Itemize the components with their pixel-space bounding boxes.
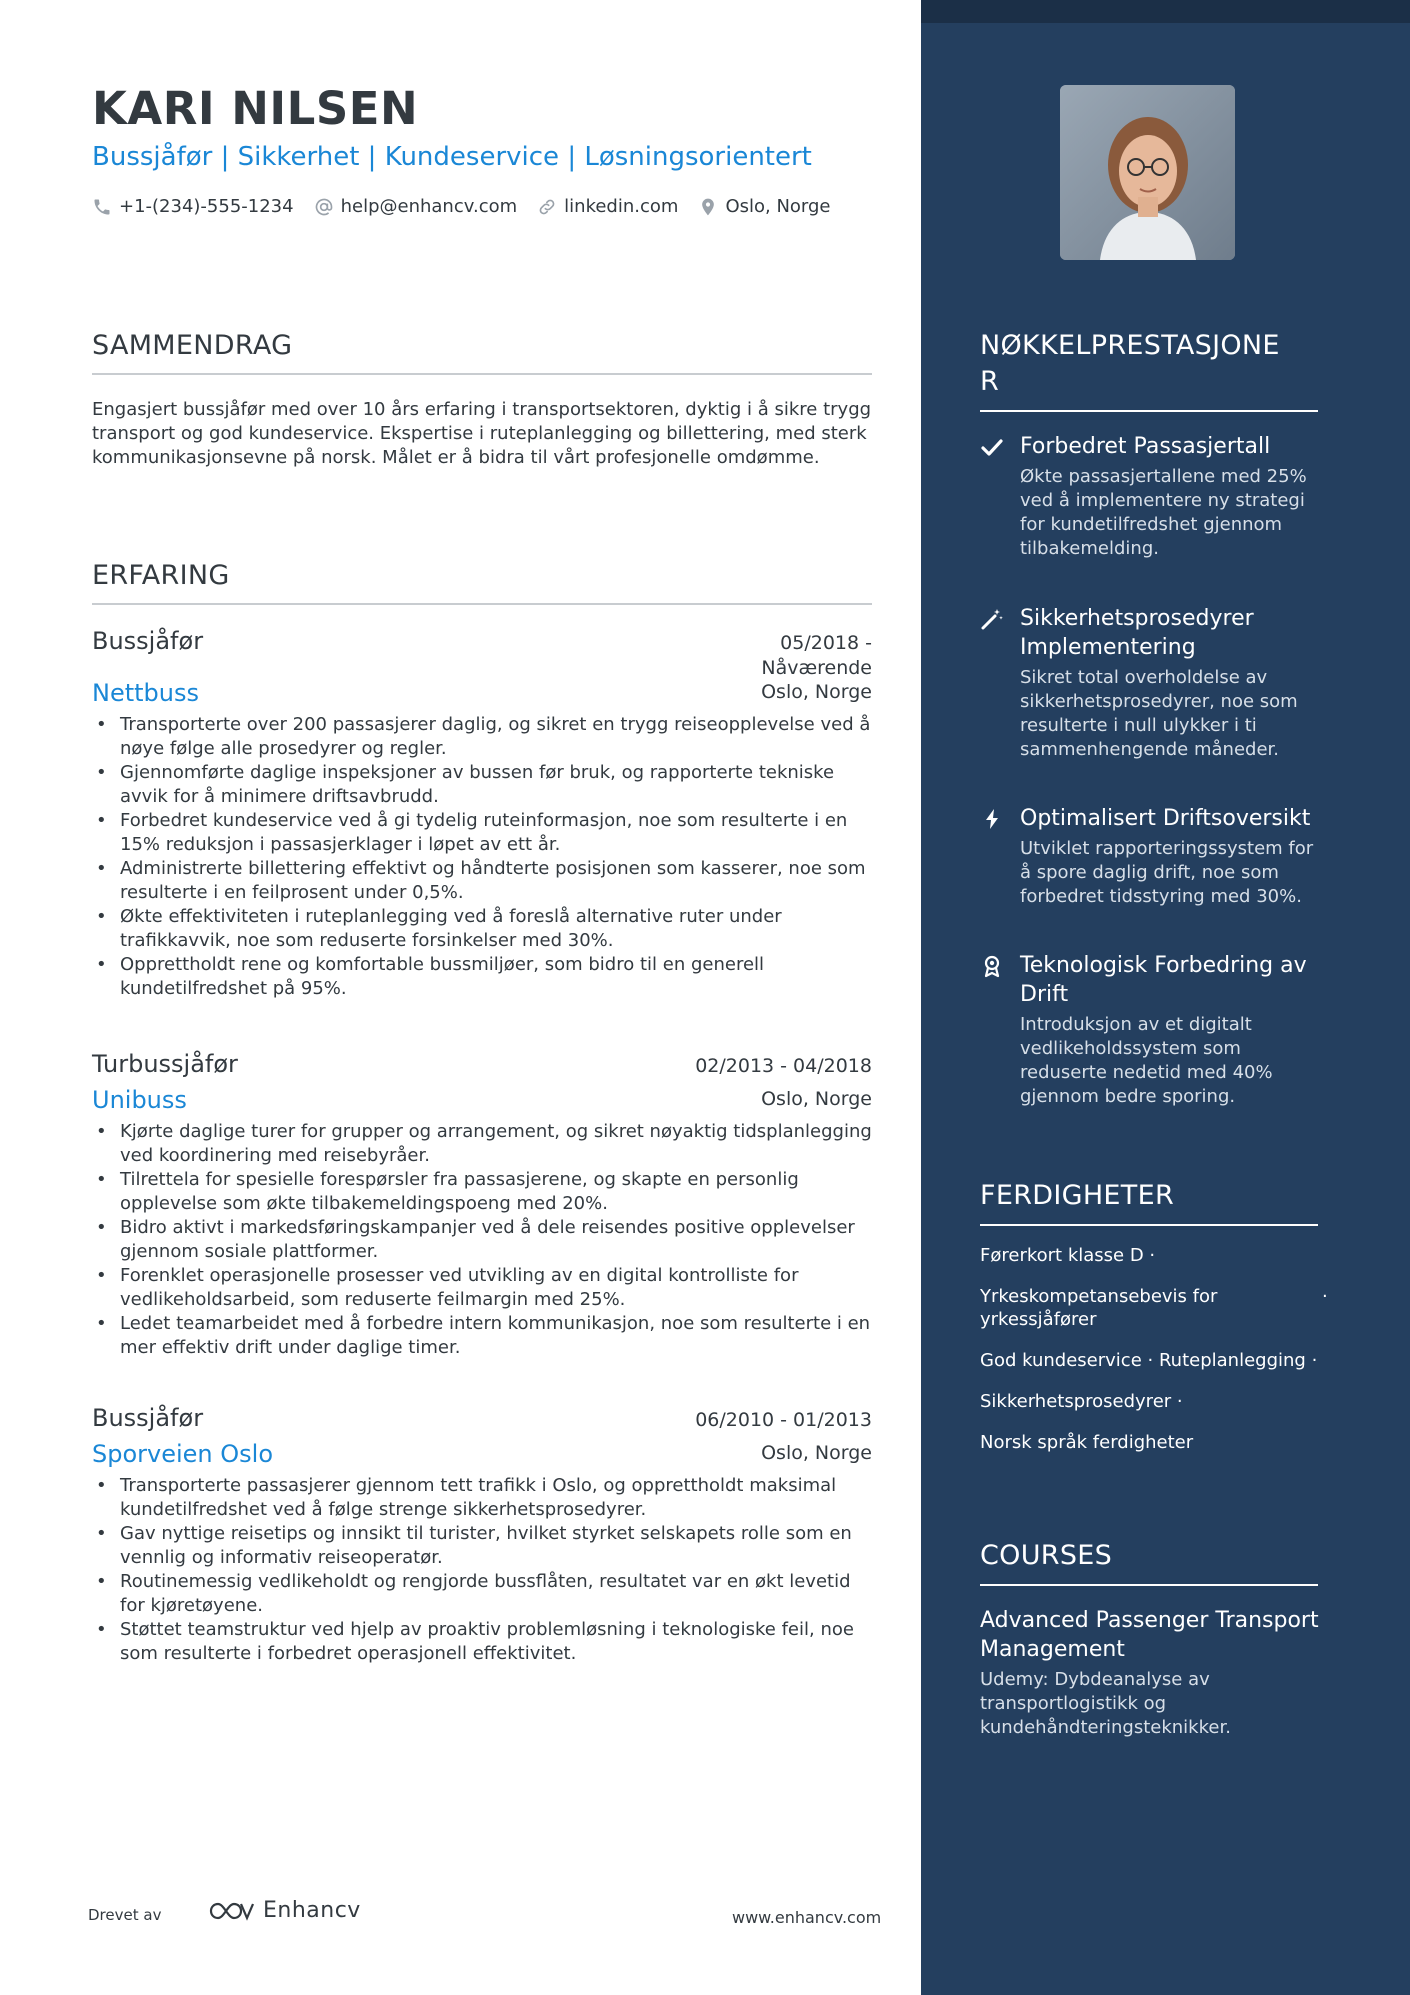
footer-url[interactable]: www.enhancv.com (732, 1908, 882, 1927)
skill-separator: · (1147, 1350, 1154, 1371)
achievement-desc: Introduksjon av et digitalt vedlikeholdssystem som reduserte nedetid med 40% gjennom bedre sporing. (1020, 1014, 1273, 1107)
skill-row (980, 1431, 1320, 1454)
bullet-item: • Forbedret kundeservice ved å gi tydelig ruteinformasjon, noe som resulterte i en 15% reduksjon i passasjerklager i løpet av ett år. (92, 809, 872, 857)
phone-text: +1-(234)-555-1234 (119, 196, 294, 217)
achievement-item (980, 432, 1320, 561)
skill-item: Ruteplanlegging (1158, 1350, 1306, 1371)
enhancv-logo[interactable] (207, 1898, 361, 1923)
job-title: Bussjåfør (92, 1404, 204, 1432)
link-icon (537, 197, 557, 217)
bullet-item: • Støttet teamstruktur ved hjelp av proaktiv problemløsning i teknologiske feil, noe som resulterte i forbedret operasjonell effektivitet. (92, 1618, 872, 1666)
skill-row (980, 1285, 1328, 1331)
skill-item: God kundeservice (980, 1350, 1142, 1371)
company-name[interactable]: Nettbuss (92, 679, 199, 707)
at-icon (314, 197, 334, 217)
bullet-item: • Transporterte passasjerer gjennom tett trafikk i Oslo, og opprettholdt maksimal kundetilfredshet ved å følge strenge sikkerhetsprosedyrer. (92, 1474, 872, 1522)
job-entry (92, 1050, 872, 1360)
bullet-item: • Opprettholdt rene og komfortable bussmiljøer, som bidro til en generell kundetilfredshet på 95%. (92, 953, 872, 1001)
skill-item: Sikkerhetsprosedyrer (980, 1391, 1172, 1412)
bullet-item: • Økte effektiviteten i ruteplanlegging ved å foreslå alternative ruter under trafikkavvik, noe som reduserte forsinkelser med 30%. (92, 905, 872, 953)
enhancv-brand: Enhancv (263, 1898, 361, 1923)
contact-location (698, 196, 830, 217)
bullet-item: • Tilrettela for spesielle forespørsler fra passasjerene, og skapte en personlig opplevelse som økte tilbakemeldingspoeng med 20%. (92, 1168, 872, 1216)
job-date (761, 631, 872, 681)
achievement-desc: Utviklet rapporteringssystem for å spore daglig drift, noe som forbedret tidsstyring med 30%. (1020, 838, 1314, 907)
headline: Bussjåfør | Sikkerhet | Kundeservice | Løsningsorientert (92, 142, 812, 172)
bullet-item: • Routinemessig vedlikeholdt og rengjorde bussflåten, resultatet var en økt levetid for kjøretøyene. (92, 1570, 872, 1618)
powered-by-label: Drevet av (88, 1906, 162, 1924)
job-title: Bussjåfør (92, 627, 204, 655)
enhancv-logo-icon (207, 1899, 255, 1923)
contact-phone[interactable] (92, 196, 294, 217)
lightning-icon (980, 807, 1004, 831)
achievements-title: NØKKELPRESTASJONE R (980, 328, 1318, 412)
job-location: Oslo, Norge (761, 1442, 872, 1464)
achievement-title: Teknologisk Forbedring av Drift (1020, 953, 1307, 1007)
achievement-item (980, 604, 1320, 762)
job-date: 06/2010 - 01/2013 (695, 1409, 872, 1431)
course-title: Advanced Passenger Transport Management (980, 1608, 1319, 1662)
profile-photo (1060, 85, 1235, 260)
job-date-end: Nåværende (761, 657, 872, 679)
skill-row (980, 1390, 1320, 1413)
skill-item: Førerkort klasse D (980, 1245, 1144, 1266)
skill-separator: · (1311, 1350, 1318, 1371)
skill-separator: · (1176, 1391, 1183, 1412)
achievement-desc: Økte passasjertallene med 25% ved å implementere ny strategi for kundetilfredshet gjennom tilbakemelding. (1020, 466, 1307, 559)
achievement-item (980, 951, 1320, 1109)
skill-separator: · (1149, 1245, 1156, 1266)
check-icon (980, 435, 1004, 459)
job-bullets (92, 1120, 872, 1360)
job-location: Oslo, Norge (761, 1088, 872, 1110)
job-location: Oslo, Norge (761, 681, 872, 703)
job-date-start: 05/2018 - (780, 632, 872, 654)
sidebar-top-bar (921, 0, 1410, 23)
achievement-title: Optimalisert Driftsoversikt (1020, 806, 1311, 831)
achievement-item (980, 804, 1320, 909)
summary-text: Engasjert bussjåfør med over 10 års erfaring i transportsektoren, dyktig i å sikre trygg transport og god kundeservice. Ekspertise i ruteplanlegging og billettering, med sterk kommunikasjonsevne på norsk. Målet er å bidra til vårt profesjonelle omdømme. (92, 399, 872, 468)
skill-row (980, 1244, 1320, 1267)
contact-email[interactable] (314, 196, 518, 217)
linkedin-text: linkedin.com (564, 196, 679, 217)
bullet-item: • Ledet teamarbeidet med å forbedre intern kommunikasjon, noe som resulterte i en mer effektiv drift under daglige timer. (92, 1312, 872, 1360)
bullet-item: • Forenklet operasjonelle prosesser ved utvikling av en digital kontrolliste for vedlikeholdsarbeid, som reduserte feilmargin med 25%. (92, 1264, 872, 1312)
bullet-item: • Transporterte over 200 passasjerer daglig, og sikret en trygg reiseopplevelse ved å nøye følge alle prosedyrer og regler. (92, 713, 872, 761)
achievement-title: Sikkerhetsprosedyrer Implementering (1020, 606, 1254, 660)
bullet-item: • Bidro aktivt i markedsføringskampanjer ved å dele reisendes positive opplevelser gjennom sosiale plattformer. (92, 1216, 872, 1264)
candidate-name: KARI NILSEN (92, 82, 419, 135)
contact-linkedin[interactable] (537, 196, 678, 217)
course-desc: Udemy: Dybdeanalyse av transportlogistikk og kundehåndteringsteknikker. (980, 1669, 1231, 1738)
award-icon (980, 954, 1004, 978)
contact-bar (92, 196, 831, 217)
skill-separator: · (1322, 1286, 1328, 1307)
email-text: help@enhancv.com (340, 196, 518, 217)
magic-wand-icon (980, 607, 1004, 631)
summary-title: SAMMENDRAG (92, 330, 872, 375)
courses-title: COURSES (980, 1538, 1318, 1586)
achievement-title: Forbedret Passasjertall (1020, 434, 1271, 459)
location-pin-icon (698, 197, 718, 217)
job-bullets (92, 713, 872, 1001)
company-name[interactable]: Sporveien Oslo (92, 1440, 274, 1468)
skill-item: Yrkeskompetansebevis for yrkessjåfører (980, 1286, 1218, 1330)
job-title: Turbussjåfør (92, 1050, 238, 1078)
job-date: 02/2013 - 04/2018 (695, 1055, 872, 1077)
bullet-item: • Administrerte billettering effektivt og håndterte posisjonen som kasserer, noe som resulterte i en feilprosent under 0,5%. (92, 857, 872, 905)
job-entry (92, 1404, 872, 1666)
job-entry (92, 627, 872, 1001)
bullet-item: • Gav nyttige reisetips og innsikt til turister, hvilket styrket selskapets rolle som en vennlig og informativ reiseoperatør. (92, 1522, 872, 1570)
achievement-desc: Sikret total overholdelse av sikkerhetsprosedyrer, noe som resulterte i null ulykker i ti sammenhengende måneder. (1020, 667, 1298, 760)
skill-row (980, 1349, 1320, 1372)
company-name[interactable]: Unibuss (92, 1086, 187, 1114)
job-bullets (92, 1474, 872, 1666)
phone-icon (92, 197, 112, 217)
skills-title: FERDIGHETER (980, 1178, 1318, 1226)
bullet-item: • Gjennomførte daglige inspeksjoner av bussen før bruk, og rapporterte tekniske avvik for å minimere driftsavbrudd. (92, 761, 872, 809)
skills-list (980, 1244, 1328, 1472)
course-item (980, 1606, 1320, 1740)
skill-item: Norsk språk ferdigheter (980, 1432, 1194, 1453)
bullet-item: • Kjørte daglige turer for grupper og arrangement, og sikret nøyaktig tidsplanlegging ved koordinering med reisebyråer. (92, 1120, 872, 1168)
experience-title: ERFARING (92, 560, 872, 605)
profile-portrait-image (1060, 85, 1235, 260)
location-text: Oslo, Norge (725, 196, 831, 217)
